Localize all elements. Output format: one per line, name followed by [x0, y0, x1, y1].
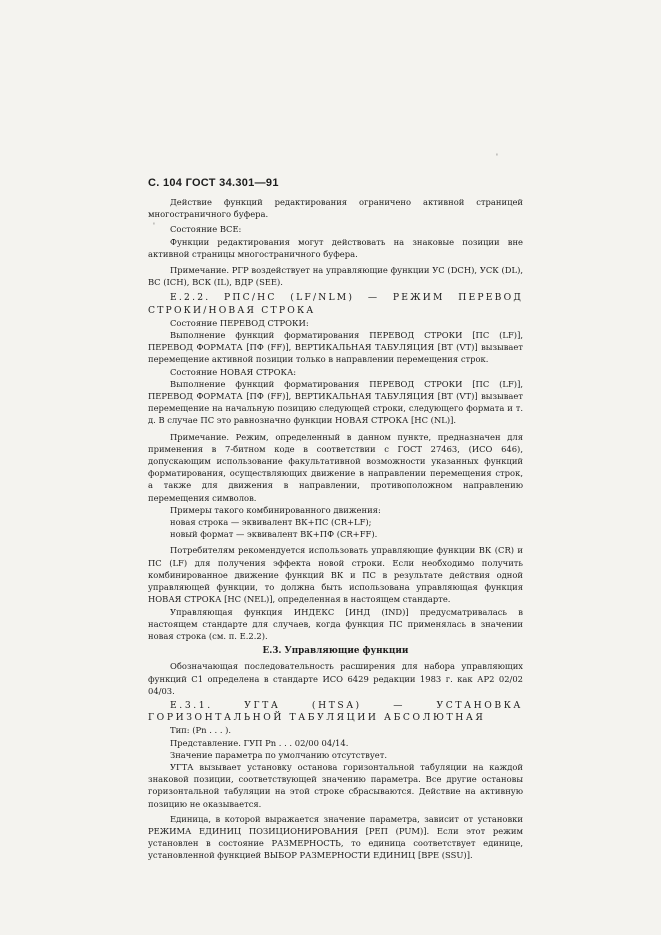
state-label: Состояние ПЕРЕВОД СТРОКИ:: [170, 317, 309, 328]
paragraph: Примеры такого комбинированного движения:: [170, 504, 381, 515]
paragraph: Единица, в которой выражается значение параметра, зависит от установки РЕЖИМА ЕДИНИЦ ПОЗИЦИОНИРОВАНИЯ [РЕП (PUM)]. Если этот режим установлен в состояние РАЗМЕРНОСТЬ, то единица соответствует единице, установленной функцией ВЫБОР РАЗМЕРНОСТИ ЕДИНИЦ [ВРЕ (SSU)].: [148, 813, 523, 861]
state-label: Состояние ВСЕ:: [170, 224, 242, 235]
paragraph: УГТА вызывает установку останова горизонтальной табуляции на каждой знаковой позиции, соответствующей значению параметра. Все другие остановы горизонтальной табуляции на этой строке сбрасываются. Действие на активную позицию не оказывается.: [148, 761, 523, 809]
note: Примечание. РГР воздействует на управляющие функции УС (DCH), УСК (DL), ВС (ICH), ВСК (IL), ВДР (SEE).: [148, 265, 523, 288]
note: Примечание. Режим, определенный в данном пункте, предназначен для применения в 7-битном коде в соответствии с ГОСТ 27463, (ИСО 646), допускающим использование факультативной возможности указанных функций форматирования, осуществляющих движение в направлении перемещения строк, а также для движения в направлении, противоположном направлению перемещения символов.: [148, 431, 523, 503]
section-title: Е.3. Управляющие функции: [262, 646, 409, 657]
state-label: Состояние НОВАЯ СТРОКА:: [170, 366, 297, 377]
example-line: новый формат — эквивалент ВК+ПФ (CR+FF).: [170, 529, 378, 540]
paragraph: Обозначающая последовательность расширения для набора управляющих функций С1 определена в стандарте ИСО 6429 редакции 1983 г. как АР2 02/02 04/03.: [148, 661, 523, 696]
scan-mark: ': [496, 153, 498, 161]
scan-mark: ': [153, 222, 155, 230]
paragraph: Представление. ГУП Pn . . . 02/00 04/14.: [170, 737, 349, 748]
paragraph: Значение параметра по умолчанию отсутствует.: [170, 749, 388, 760]
paragraph: Действие функций редактирования ограничено активной страницей многостраничного буфера.: [148, 197, 523, 220]
paragraph: Тип: (Pn . . . ).: [170, 725, 232, 736]
paragraph: Выполнение функций форматирования ПЕРЕВОД СТРОКИ [ПС (LF)], ПЕРЕВОД ФОРМАТА [ПФ (FF)], ВЕРТИКАЛЬНАЯ ТАБУЛЯЦИЯ [ВТ (VT)] вызывает перемещение активной позиции только в направлении перемещения строк.: [148, 330, 523, 365]
paragraph: Управляющая функция ИНДЕКС [ИНД (IND)] предусматривалась в настоящем стандарте для случаев, когда функция ПС применялась в значении новая строка (см. п. Е.2.2).: [148, 606, 523, 641]
paragraph: Выполнение функций форматирования ПЕРЕВОД СТРОКИ [ПС (LF)], ПЕРЕВОД ФОРМАТА [ПФ (FF)], ВЕРТИКАЛЬНАЯ ТАБУЛЯЦИЯ [ВТ (VT)] вызывает перемещение на начальную позицию следующей строки, следующего формата и т. д. В случае ПС это равнозначно функции НОВАЯ СТРОКА [НС (NL)].: [148, 378, 523, 426]
document-body: [148, 196, 523, 865]
clause-heading: Е.3.1. УГТА (HTSA) — УСТАНОВКА ГОРИЗОНТАЛЬНОЙ ТАБУЛЯЦИИ АБСОЛЮТНАЯ: [148, 699, 523, 724]
paragraph: Потребителям рекомендуется использовать управляющие функции ВК (CR) и ПС (LF) для получения эффекта новой строки. Если необходимо получить комбинированное движение функций ВК и ПС в результате действия одной управляющей функции, то должна быть использована управляющая функция НОВАЯ СТРОКА [НС (NEL)], определенная в настоящем стандарте.: [148, 545, 523, 605]
example-line: новая строка — эквивалент ВК+ПС (CR+LF);: [170, 517, 372, 528]
clause-heading: Е.2.2. РПС/НС (LF/NLM) — РЕЖИМ ПЕРЕВОД СТРОКИ/НОВАЯ СТРОКА: [148, 292, 523, 316]
page-header: С. 104 ГОСТ 34.301—91: [148, 177, 279, 189]
paragraph: Функции редактирования могут действовать на знаковые позиции вне активной страницы многостраничного буфера.: [148, 236, 523, 259]
